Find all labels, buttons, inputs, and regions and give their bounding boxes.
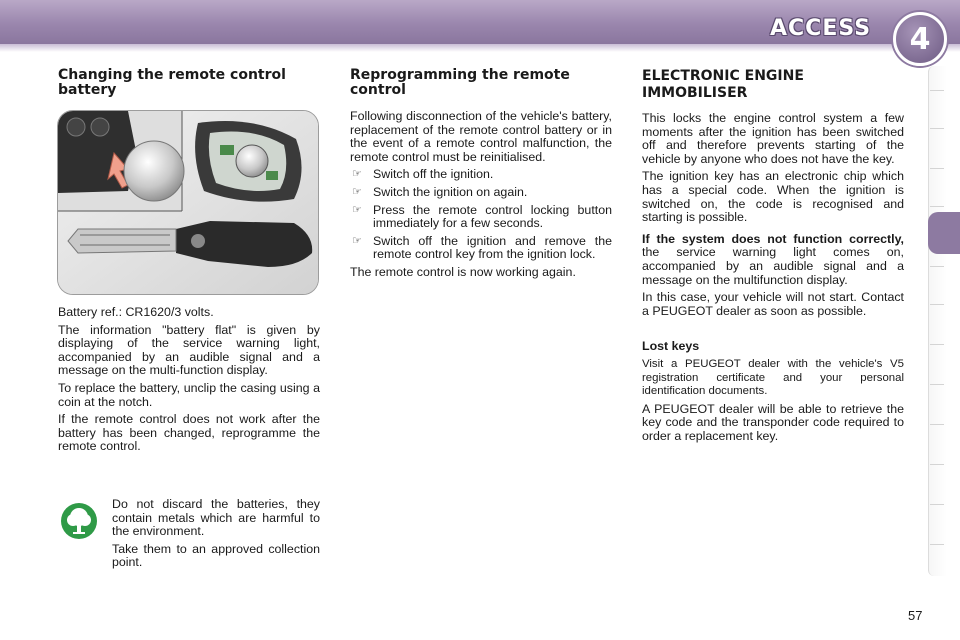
lost-keys-retrieve: A PEUGEOT dealer will be able to retrieve the key code and the transponder code required to order a replacement key. [642, 401, 904, 443]
middle-column [350, 68, 612, 284]
immobiliser-warning-text: the service warning light comes on, accompanied by an audible signal and a message on the multifunction display. [642, 245, 904, 287]
left-column [58, 68, 320, 98]
pointing-hand-icon: ☞ [352, 203, 362, 216]
eco-note-collection: Take them to an approved collection point. [112, 541, 320, 570]
chapter-tab-active[interactable] [928, 212, 960, 254]
immobiliser-description: This locks the engine control system a few moments after the ignition has been switched off and therefore prevents starting of the vehicle by anyone who does not have the key. [642, 111, 904, 166]
chapter-tab-divider [930, 504, 944, 505]
immobiliser-heading: ELECTRONIC ENGINE IMMOBILISER [642, 68, 804, 101]
pointing-hand-icon: ☞ [352, 234, 362, 247]
remote-key-battery-photo [57, 110, 319, 295]
battery-heading: Changing the remote control battery [58, 67, 286, 98]
chapter-side-rail [928, 66, 947, 576]
battery-replace-info: To replace the battery, unclip the casing using a coin at the notch. [58, 380, 320, 409]
immobiliser-warning [642, 233, 904, 287]
battery-reference: Battery ref.: CR1620/3 volts. [58, 305, 214, 319]
chapter-tab-divider [930, 90, 944, 91]
battery-info [58, 306, 320, 458]
header-shadow [0, 44, 960, 52]
reprogramme-info: If the remote control does not work after the battery has been changed, reprogramme the remote control. [58, 412, 320, 454]
pointing-hand-icon: ☞ [352, 168, 362, 181]
eco-note [112, 498, 320, 574]
chapter-tab-divider [930, 344, 944, 345]
chapter-number-badge: 4 [893, 12, 947, 66]
chapter-tab-divider [930, 266, 944, 267]
step-item: ☞ Switch off the ignition and remove the remote control key from the ignition lock. [352, 233, 612, 262]
chapter-tab-divider [930, 424, 944, 425]
reprogramming-heading: Reprogramming the remote control [350, 67, 570, 98]
tree-recycling-icon [61, 503, 97, 539]
step-item: ☞ Press the remote control locking button immediately for a few seconds. [352, 202, 612, 231]
reprogramming-outro: The remote control is now working again. [350, 264, 576, 279]
battery-flat-info: The information "battery flat" is given by displaying of the service warning light, accompanied by an audible signal and a message on the multi-function display. [58, 322, 320, 378]
eco-note-discard: Do not discard the batteries, they contain metals which are harmful to the environment. [112, 497, 320, 539]
chapter-tab-divider [930, 206, 944, 207]
lost-keys-visit: Visit a PEUGEOT dealer with the vehicle's V5 registration certificate and your personal identification documents. [642, 357, 904, 398]
chapter-tab-divider [930, 168, 944, 169]
chapter-tab-divider [930, 544, 944, 545]
immobiliser-warning-bold: If the system does not function correctly, [642, 231, 904, 246]
chapter-tab-divider [930, 304, 944, 305]
immobiliser-chip-info: The ignition key has an electronic chip which has a special code. When the ignition is switched on, the code is recognised and starting is possible. [642, 169, 904, 225]
right-column [642, 68, 904, 447]
lost-keys-heading: Lost keys [642, 339, 700, 354]
pointing-hand-icon: ☞ [352, 185, 362, 198]
immobiliser-no-start: In this case, your vehicle will not start. Contact a PEUGEOT dealer as soon as possible. [642, 290, 904, 318]
chapter-tab-divider [930, 384, 944, 385]
remote-key-illustration [58, 111, 318, 294]
page-number: 57 [908, 608, 923, 623]
step-item: ☞ Switch the ignition on again. [352, 184, 528, 199]
chapter-tab-divider [930, 128, 944, 129]
step-item: ☞ Switch off the ignition. [352, 167, 494, 182]
reprogramming-intro: Following disconnection of the vehicle's battery, replacement of the remote control battery or in the event of a remote control malfunction, the remote control must be reinitialised. [350, 109, 612, 164]
chapter-tab-divider [930, 464, 944, 465]
chapter-title: ACCESS [770, 16, 872, 41]
